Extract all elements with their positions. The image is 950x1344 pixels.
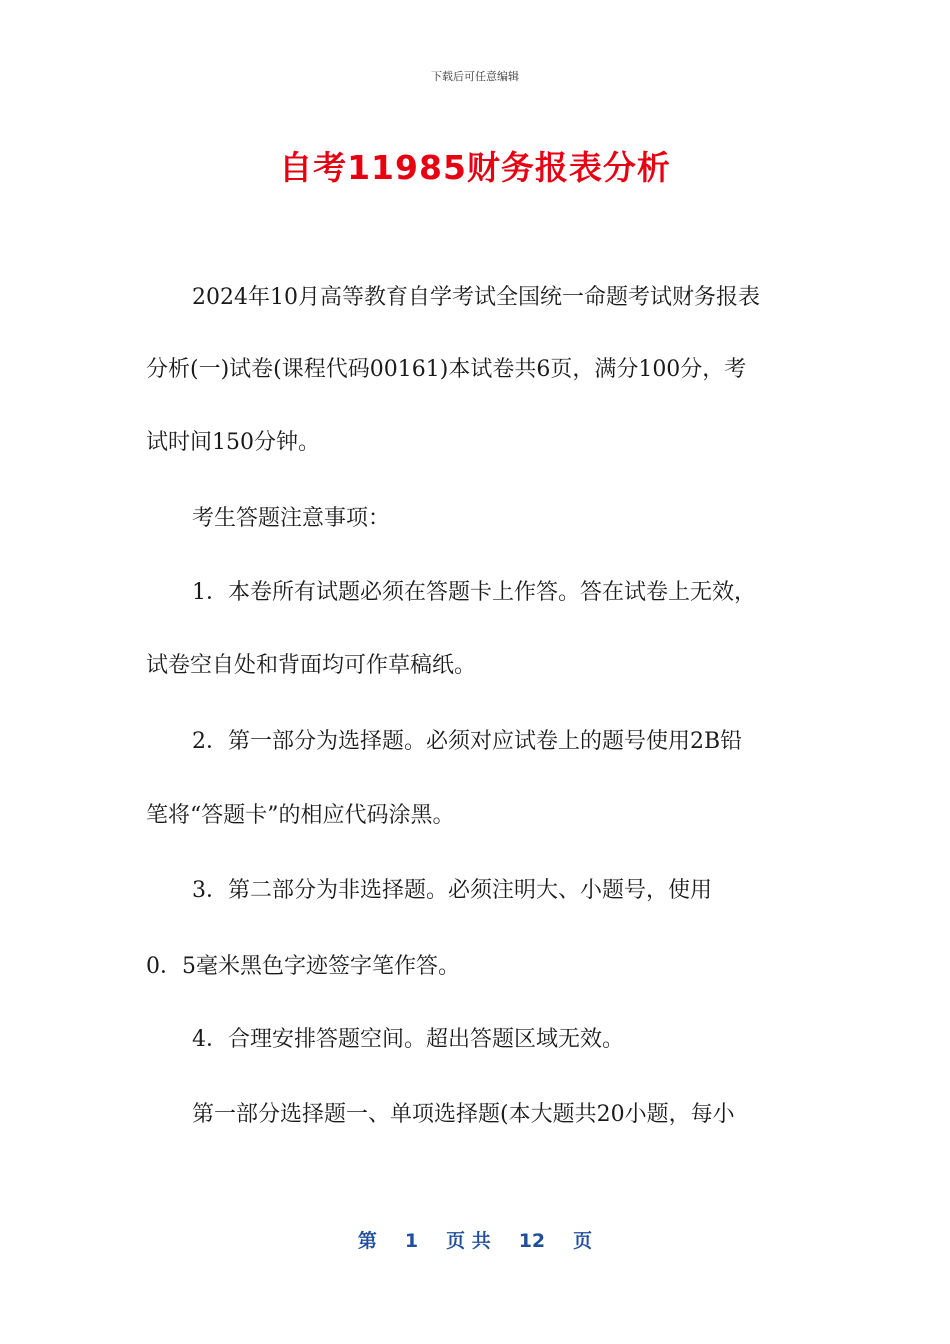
notice-item-2-line-2: 笔将“答题卡”的相应代码涂黑。 — [146, 803, 455, 828]
notice-item-3-line-2: 0．5毫米黑色字迹签字笔作答。 — [146, 954, 460, 979]
paragraph-line-1: 2024年10月高等教育自学考试全国统一命题考试财务报表 — [192, 285, 760, 310]
notice-item-4: 4．合理安排答题空间。超出答题区域无效。 — [192, 1027, 624, 1052]
paragraph-line-3: 试时间150分钟。 — [146, 430, 320, 455]
footer-suffix: 页 — [573, 1230, 593, 1252]
page-footer — [0, 1226, 950, 1253]
footer-total-pages: 12 — [518, 1230, 546, 1252]
document-title: 自考11985财务报表分析 — [279, 148, 671, 187]
notice-item-3-line-1: 3．第二部分为非选择题。必须注明大、小题号，使用 — [192, 878, 712, 903]
footer-middle: 页 共 — [446, 1230, 491, 1252]
paragraph-line-2: 分析(一)试卷(课程代码00161)本试卷共6页，满分100分，考 — [146, 357, 747, 382]
header-note: 下载后可任意编辑 — [431, 70, 519, 83]
notice-heading: 考生答题注意事项： — [192, 506, 391, 531]
footer-page-number: 1 — [404, 1230, 419, 1252]
notice-item-2-line-1: 2．第一部分为选择题。必须对应试卷上的题号使用2B铅 — [192, 729, 743, 754]
notice-item-1-line-1: 1．本卷所有试题必须在答题卡上作答。答在试卷上无效， — [192, 580, 756, 605]
footer-prefix: 第 — [357, 1230, 377, 1252]
section-heading-line: 第一部分选择题一、单项选择题(本大题共20小题，每小 — [192, 1102, 735, 1127]
notice-item-1-line-2: 试卷空自处和背面均可作草稿纸。 — [146, 653, 477, 678]
